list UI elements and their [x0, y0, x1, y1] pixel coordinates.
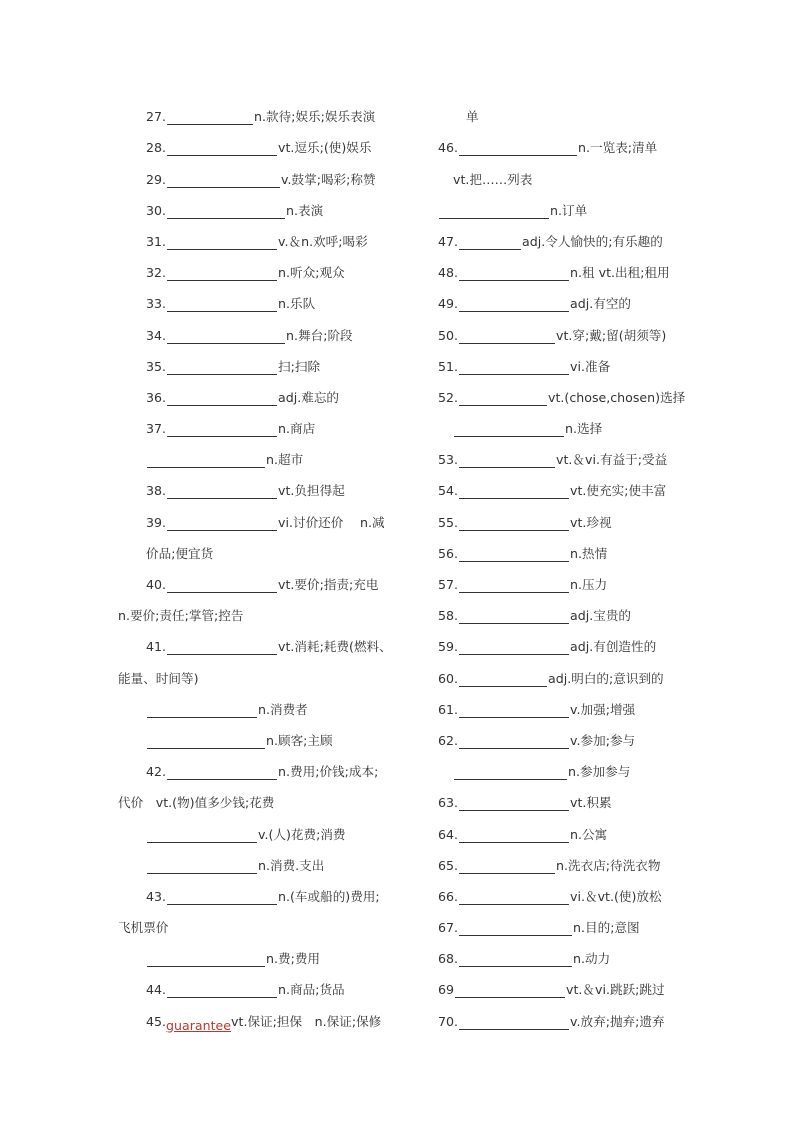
- answer-blank[interactable]: [167, 574, 277, 593]
- vocab-line: [438, 567, 688, 598]
- vocab-line: [118, 692, 408, 723]
- vocab-line: [438, 536, 688, 567]
- vocab-line: [438, 411, 688, 442]
- vocab-line: [438, 785, 688, 816]
- definition-text: n.一览表;清单: [578, 140, 658, 156]
- vocab-line: [438, 161, 688, 192]
- answer-blank[interactable]: [167, 106, 253, 125]
- definition-text: v.放弃;抛弃;遗弃: [570, 1013, 665, 1029]
- vocab-line: [118, 879, 408, 910]
- definition-text: n.商店: [278, 421, 316, 437]
- item-number: 70.: [438, 1013, 459, 1029]
- vocab-line: [118, 193, 408, 224]
- definition-text: vt.珍视: [570, 514, 612, 530]
- vocab-line: [118, 442, 408, 473]
- definition-text: n.顾客;主顾: [266, 732, 333, 748]
- answer-blank[interactable]: [455, 979, 565, 998]
- item-number: 43.: [146, 888, 167, 904]
- vocab-line: [438, 816, 688, 847]
- item-number: 42.: [146, 764, 167, 780]
- vocab-line: [118, 286, 408, 317]
- vocab-line: [438, 692, 688, 723]
- answer-blank[interactable]: [459, 449, 555, 468]
- answer-blank[interactable]: [167, 387, 277, 406]
- item-number: 68.: [438, 951, 459, 967]
- definition-text: vt.保证;担保 n.保证;保修: [231, 1013, 382, 1029]
- answer-blank[interactable]: [459, 480, 569, 499]
- vocab-line: [118, 411, 408, 442]
- definition-text: n.舞台;阶段: [286, 327, 353, 343]
- vocab-line: [438, 910, 688, 941]
- item-number: 38.: [146, 483, 167, 499]
- vocab-line: [438, 941, 688, 972]
- definition-text: vt.逗乐;(使)娱乐: [278, 140, 372, 156]
- definition-text: n.洗衣店;待洗衣物: [556, 857, 661, 873]
- answer-blank[interactable]: [167, 979, 277, 998]
- vocab-line: [438, 972, 688, 1003]
- vocab-line: [118, 224, 408, 255]
- vocab-line: [438, 317, 688, 348]
- definition-text: vi.讨价还价 n.减: [278, 514, 385, 530]
- definition-text: vt.负担得起: [278, 483, 345, 499]
- definition-text: n.选择: [565, 421, 603, 437]
- definition-text: n.要价;责任;掌管;控告: [118, 608, 244, 624]
- answer-blank[interactable]: [459, 668, 547, 687]
- item-number: 36.: [146, 389, 167, 405]
- answer-blank[interactable]: [147, 449, 265, 468]
- item-number: 48.: [438, 265, 459, 281]
- vocab-line: [118, 972, 408, 1003]
- answer-blank[interactable]: [459, 792, 569, 811]
- vocab-line: [438, 848, 688, 879]
- vocab-line: [118, 255, 408, 286]
- vocab-line: [438, 224, 688, 255]
- definition-text: vt.穿;戴;留(胡须等): [556, 327, 667, 343]
- definition-text: n.听众;观众: [278, 265, 345, 281]
- item-number: 40.: [146, 577, 167, 592]
- item-number: 33.: [146, 296, 167, 312]
- item-number: 67.: [438, 920, 459, 936]
- definition-text: n.参加参与: [568, 764, 631, 780]
- item-number: 28.: [146, 140, 167, 156]
- answer-blank[interactable]: [167, 886, 277, 905]
- answer-blank[interactable]: [167, 325, 285, 344]
- vocab-line: [438, 380, 688, 411]
- answer-blank[interactable]: [459, 512, 569, 531]
- answer-blank[interactable]: [167, 636, 277, 655]
- item-number: 46.: [438, 140, 459, 156]
- answer-blank[interactable]: [459, 231, 521, 250]
- definition-text: v.(人)花费;消费: [258, 826, 346, 842]
- item-number: 35.: [146, 358, 167, 374]
- definition-text: vt.使充实;使丰富: [570, 483, 667, 499]
- definition-text: adj.难忘的: [278, 389, 340, 405]
- definition-text: vt.把……列表: [453, 171, 533, 187]
- answer-blank[interactable]: [454, 418, 564, 437]
- definition-text: 飞机票价: [118, 920, 169, 936]
- answer-blank[interactable]: [147, 824, 257, 843]
- vocab-line: [118, 99, 408, 130]
- item-number: 62.: [438, 732, 459, 748]
- answer-blank[interactable]: [167, 262, 277, 281]
- item-number: 61.: [438, 701, 459, 717]
- definition-text: vt.消耗;耗费(燃料、: [278, 639, 392, 655]
- definition-text: adj.宝贵的: [570, 608, 632, 624]
- definition-text: n.超市: [266, 452, 304, 468]
- answer-blank[interactable]: [459, 886, 569, 905]
- answer-blank[interactable]: [459, 262, 569, 281]
- definition-text: vi.准备: [570, 358, 611, 374]
- vocab-line: [438, 99, 688, 130]
- item-number: 52.: [438, 389, 459, 405]
- item-number: 32.: [146, 265, 167, 281]
- vocab-line: [118, 598, 408, 629]
- item-number: 60.: [438, 670, 459, 686]
- answer-blank[interactable]: [459, 699, 569, 718]
- vocab-line: [118, 910, 408, 941]
- vocab-line: [118, 723, 408, 754]
- vocab-line: [438, 1003, 688, 1034]
- answer-blank[interactable]: [459, 824, 569, 843]
- answer-blank[interactable]: [459, 605, 569, 624]
- vocab-line: [118, 504, 408, 535]
- item-number: 45.: [146, 1013, 167, 1029]
- answer-blank[interactable]: [454, 761, 567, 780]
- definition-text: n.消费.支出: [258, 857, 325, 873]
- definition-text: n.目的;意图: [573, 920, 640, 936]
- answer-blank[interactable]: [459, 1011, 569, 1030]
- vocab-line: [438, 255, 688, 286]
- vocab-line: [438, 598, 688, 629]
- definition-text: n.订单: [550, 202, 588, 218]
- definition-text: n.乐队: [278, 296, 316, 312]
- definition-text: v.加强;增强: [570, 701, 636, 717]
- vocab-line: [438, 130, 688, 161]
- answer-blank[interactable]: [167, 761, 277, 780]
- item-number: 66.: [438, 888, 459, 904]
- definition-text: 扫;扫除: [278, 358, 321, 374]
- definition-text: 价品;便宜货: [146, 545, 214, 561]
- vocab-line: [438, 629, 688, 660]
- item-number: 44.: [146, 982, 167, 998]
- vocab-line: [118, 317, 408, 348]
- item-number: 30.: [146, 202, 167, 218]
- answer-blank[interactable]: [167, 512, 277, 531]
- definition-text: v.＆n.欢呼;喝彩: [278, 233, 368, 249]
- answer-blank[interactable]: [167, 480, 277, 499]
- answer-blank[interactable]: [459, 948, 572, 967]
- definition-text: n.费;费用: [266, 951, 321, 967]
- vocab-line: [438, 349, 688, 380]
- answer-blank[interactable]: [167, 231, 277, 250]
- vocab-line: [118, 660, 408, 691]
- answer-blank[interactable]: [459, 917, 572, 936]
- answer-blank[interactable]: [167, 200, 285, 219]
- item-number: 59.: [438, 639, 459, 655]
- filled-answer: guarantee: [166, 1017, 232, 1033]
- definition-text: vt.＆vi.跳跃;跳过: [566, 982, 665, 998]
- item-number: 34.: [146, 327, 167, 343]
- answer-blank[interactable]: [459, 855, 555, 874]
- vocab-line: [118, 536, 408, 567]
- answer-blank[interactable]: [167, 137, 277, 156]
- vocab-line: [118, 349, 408, 380]
- definition-text: n.商品;货品: [278, 982, 345, 998]
- item-number: 41.: [146, 639, 167, 655]
- vocab-line: [438, 660, 688, 691]
- definition-text: n.(车或船的)费用;: [278, 888, 380, 904]
- item-number: 69: [438, 982, 455, 998]
- vocab-line: [118, 629, 408, 660]
- item-number: 63.: [438, 795, 459, 811]
- definition-text: n.款待;娱乐;娱乐表演: [254, 109, 376, 125]
- answer-blank[interactable]: [147, 855, 257, 874]
- vocab-line: [118, 848, 408, 879]
- vocab-line: [118, 785, 408, 816]
- item-number: 64.: [438, 826, 459, 842]
- answer-blank[interactable]: [167, 356, 277, 375]
- definition-text: n.消费者: [258, 701, 308, 717]
- vocab-line: [118, 130, 408, 161]
- definition-text: n.租 vt.出租;租用: [570, 265, 670, 281]
- vocab-line: [438, 473, 688, 504]
- answer-blank[interactable]: [459, 325, 555, 344]
- definition-text: adj.有空的: [570, 296, 632, 312]
- vocab-line: [438, 879, 688, 910]
- item-number: 58.: [438, 608, 459, 624]
- vocab-line: [438, 442, 688, 473]
- vocab-line: [118, 941, 408, 972]
- vocab-line: [118, 161, 408, 192]
- definition-text: n.动力: [573, 951, 611, 967]
- item-number: 56.: [438, 545, 459, 561]
- item-number: 54.: [438, 483, 459, 499]
- answer-blank[interactable]: [459, 574, 569, 593]
- item-number: 53.: [438, 452, 459, 468]
- answer-blank[interactable]: [439, 200, 549, 219]
- item-number: 50.: [438, 327, 459, 343]
- definition-text: vt.积累: [570, 795, 612, 811]
- vocab-line: [118, 380, 408, 411]
- vocab-line: [438, 754, 688, 785]
- definition-text: adj.有创造性的: [570, 639, 657, 655]
- definition-text: vt.(chose,chosen)选择: [548, 389, 686, 405]
- answer-blank[interactable]: [167, 418, 277, 437]
- answer-blank[interactable]: [459, 543, 569, 562]
- vocab-line: [118, 1003, 408, 1034]
- right-column: [438, 99, 688, 1035]
- vocab-line: [438, 504, 688, 535]
- item-number: 57.: [438, 577, 459, 592]
- vocab-line: [118, 816, 408, 847]
- answer-blank[interactable]: [459, 293, 569, 312]
- item-number: 37.: [146, 421, 167, 437]
- definition-text: n.热情: [570, 545, 608, 561]
- definition-text: vt.＆vi.有益于;受益: [556, 452, 668, 468]
- vocab-line: [118, 473, 408, 504]
- answer-blank[interactable]: [167, 293, 277, 312]
- item-number: 47.: [438, 233, 459, 249]
- definition-text: 单: [466, 109, 479, 125]
- definition-text: n.表演: [286, 202, 324, 218]
- answer-blank[interactable]: [459, 636, 569, 655]
- item-number: 55.: [438, 514, 459, 530]
- definition-text: v.参加;参与: [570, 732, 636, 748]
- answer-blank[interactable]: [147, 948, 265, 967]
- item-number: 49.: [438, 296, 459, 312]
- definition-text: vi.＆vt.(使)放松: [570, 888, 662, 904]
- definition-text: n.压力: [570, 577, 608, 592]
- vocab-line: [438, 193, 688, 224]
- item-number: 31.: [146, 233, 167, 249]
- left-column: [118, 99, 408, 1035]
- answer-blank[interactable]: [459, 387, 547, 406]
- definition-text: 能量、时间等): [118, 670, 199, 686]
- definition-text: v.鼓掌;喝彩;称赞: [281, 171, 376, 187]
- definition-text: n.费用;价钱;成本;: [278, 764, 379, 780]
- answer-blank[interactable]: [167, 169, 280, 188]
- answer-blank[interactable]: [147, 730, 265, 749]
- vocab-line: [118, 567, 408, 598]
- item-number: 51.: [438, 358, 459, 374]
- vocab-line: [118, 754, 408, 785]
- definition-text: n.公寓: [570, 826, 608, 842]
- item-number: 65.: [438, 857, 459, 873]
- item-number: 39.: [146, 514, 167, 530]
- definition-text: adj.明白的;意识到的: [548, 670, 664, 686]
- definition-text: 代价 vt.(物)值多少钱;花费: [118, 795, 275, 811]
- item-number: 27.: [146, 109, 167, 125]
- answer-blank[interactable]: [459, 356, 569, 375]
- definition-text: adj.令人愉快的;有乐趣的: [522, 233, 663, 249]
- vocab-line: [438, 286, 688, 317]
- item-number: 29.: [146, 171, 167, 187]
- vocab-line: [438, 723, 688, 754]
- answer-blank[interactable]: [147, 699, 257, 718]
- definition-text: vt.要价;指责;充电: [278, 577, 379, 592]
- answer-blank[interactable]: [459, 730, 569, 749]
- answer-blank[interactable]: [459, 137, 577, 156]
